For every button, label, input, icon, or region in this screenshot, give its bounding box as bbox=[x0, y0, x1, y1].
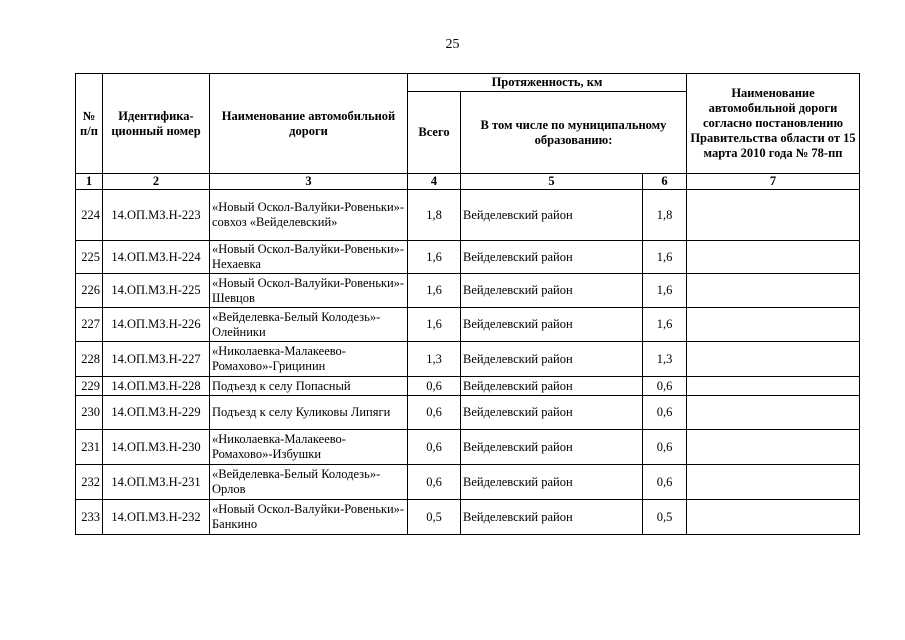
header-name: Наименование автомобильной дороги bbox=[210, 74, 408, 174]
page-number: 25 bbox=[445, 37, 460, 52]
row-district: Вейделевский район bbox=[461, 396, 643, 430]
row-district: Вейделевский район bbox=[461, 430, 643, 465]
row-total-length: 1,8 bbox=[408, 190, 461, 241]
row-index: 233 bbox=[76, 500, 103, 535]
row-index: 226 bbox=[76, 274, 103, 308]
row-id: 14.ОП.МЗ.Н-224 bbox=[103, 241, 210, 274]
row-id: 14.ОП.МЗ.Н-226 bbox=[103, 308, 210, 342]
row-resolution-name bbox=[687, 190, 860, 241]
row-id: 14.ОП.МЗ.Н-232 bbox=[103, 500, 210, 535]
table-row bbox=[76, 377, 860, 396]
row-district-length: 0,6 bbox=[643, 377, 687, 396]
row-district-length: 1,6 bbox=[643, 241, 687, 274]
row-district-length: 0,5 bbox=[643, 500, 687, 535]
table-row bbox=[76, 396, 860, 430]
table-row bbox=[76, 342, 860, 377]
row-id: 14.ОП.МЗ.Н-229 bbox=[103, 396, 210, 430]
row-district-length: 0,6 bbox=[643, 465, 687, 500]
row-road-name: «Николаевка-Малакеево-Ромахово»-Грицинин bbox=[210, 342, 408, 377]
row-index: 227 bbox=[76, 308, 103, 342]
column-number: 6 bbox=[643, 174, 687, 190]
row-index: 228 bbox=[76, 342, 103, 377]
row-district-length: 0,6 bbox=[643, 396, 687, 430]
header-resolution: Наименование автомобильной дороги согласно постановлению Правительства области от 15 марта 2010 года № 78-пп bbox=[687, 74, 860, 174]
row-district-length: 1,8 bbox=[643, 190, 687, 241]
row-district-length: 1,6 bbox=[643, 308, 687, 342]
row-road-name: «Николаевка-Малакеево-Ромахово»-Избушки bbox=[210, 430, 408, 465]
column-number: 7 bbox=[687, 174, 860, 190]
row-resolution-name bbox=[687, 465, 860, 500]
row-index: 225 bbox=[76, 241, 103, 274]
row-district: Вейделевский район bbox=[461, 241, 643, 274]
row-district: Вейделевский район bbox=[461, 190, 643, 241]
column-number-row bbox=[76, 174, 860, 190]
table-row bbox=[76, 241, 860, 274]
row-road-name: Подъезд к селу Попасный bbox=[210, 377, 408, 396]
table-row bbox=[76, 500, 860, 535]
table-row bbox=[76, 465, 860, 500]
row-id: 14.ОП.МЗ.Н-227 bbox=[103, 342, 210, 377]
row-id: 14.ОП.МЗ.Н-225 bbox=[103, 274, 210, 308]
header-by-district: В том числе по муниципальному образованию: bbox=[461, 92, 687, 174]
table-row bbox=[76, 190, 860, 241]
row-district: Вейделевский район bbox=[461, 465, 643, 500]
row-road-name: Подъезд к селу Куликовы Липяги bbox=[210, 396, 408, 430]
row-district: Вейделевский район bbox=[461, 342, 643, 377]
column-number: 3 bbox=[210, 174, 408, 190]
column-number: 2 bbox=[103, 174, 210, 190]
row-resolution-name bbox=[687, 308, 860, 342]
row-total-length: 1,6 bbox=[408, 241, 461, 274]
row-district-length: 1,3 bbox=[643, 342, 687, 377]
row-total-length: 1,6 bbox=[408, 308, 461, 342]
row-road-name: «Вейделевка-Белый Колодезь»-Орлов bbox=[210, 465, 408, 500]
header-total: Всего bbox=[408, 92, 461, 174]
row-index: 224 bbox=[76, 190, 103, 241]
header-index: № п/п bbox=[76, 74, 103, 174]
header-id: Идентифика-ционный номер bbox=[103, 74, 210, 174]
table-body bbox=[76, 190, 860, 535]
row-resolution-name bbox=[687, 342, 860, 377]
header-length-group: Протяженность, км bbox=[408, 74, 687, 92]
row-road-name: «Новый Оскол-Валуйки-Ровеньки»-Банкино bbox=[210, 500, 408, 535]
row-id: 14.ОП.МЗ.Н-230 bbox=[103, 430, 210, 465]
row-resolution-name bbox=[687, 274, 860, 308]
row-total-length: 1,6 bbox=[408, 274, 461, 308]
row-resolution-name bbox=[687, 500, 860, 535]
roads-table bbox=[75, 73, 860, 535]
row-resolution-name bbox=[687, 377, 860, 396]
column-number: 1 bbox=[76, 174, 103, 190]
row-index: 229 bbox=[76, 377, 103, 396]
row-resolution-name bbox=[687, 396, 860, 430]
row-district-length: 0,6 bbox=[643, 430, 687, 465]
table-row bbox=[76, 308, 860, 342]
row-total-length: 0,5 bbox=[408, 500, 461, 535]
row-index: 230 bbox=[76, 396, 103, 430]
row-road-name: «Новый Оскол-Валуйки-Ровеньки»-совхоз «Вейделевский» bbox=[210, 190, 408, 241]
row-district: Вейделевский район bbox=[461, 308, 643, 342]
row-district-length: 1,6 bbox=[643, 274, 687, 308]
row-index: 232 bbox=[76, 465, 103, 500]
row-total-length: 0,6 bbox=[408, 377, 461, 396]
column-number: 4 bbox=[408, 174, 461, 190]
row-road-name: «Новый Оскол-Валуйки-Ровеньки»-Шевцов bbox=[210, 274, 408, 308]
row-total-length: 0,6 bbox=[408, 430, 461, 465]
table-row bbox=[76, 430, 860, 465]
row-district: Вейделевский район bbox=[461, 377, 643, 396]
row-road-name: «Вейделевка-Белый Колодезь»-Олейники bbox=[210, 308, 408, 342]
column-number: 5 bbox=[461, 174, 643, 190]
row-resolution-name bbox=[687, 241, 860, 274]
row-district: Вейделевский район bbox=[461, 274, 643, 308]
row-id: 14.ОП.МЗ.Н-231 bbox=[103, 465, 210, 500]
row-road-name: «Новый Оскол-Валуйки-Ровеньки»-Нехаевка bbox=[210, 241, 408, 274]
row-index: 231 bbox=[76, 430, 103, 465]
row-total-length: 1,3 bbox=[408, 342, 461, 377]
row-total-length: 0,6 bbox=[408, 396, 461, 430]
row-district: Вейделевский район bbox=[461, 500, 643, 535]
row-total-length: 0,6 bbox=[408, 465, 461, 500]
row-resolution-name bbox=[687, 430, 860, 465]
table-row bbox=[76, 274, 860, 308]
row-id: 14.ОП.МЗ.Н-228 bbox=[103, 377, 210, 396]
row-id: 14.ОП.МЗ.Н-223 bbox=[103, 190, 210, 241]
